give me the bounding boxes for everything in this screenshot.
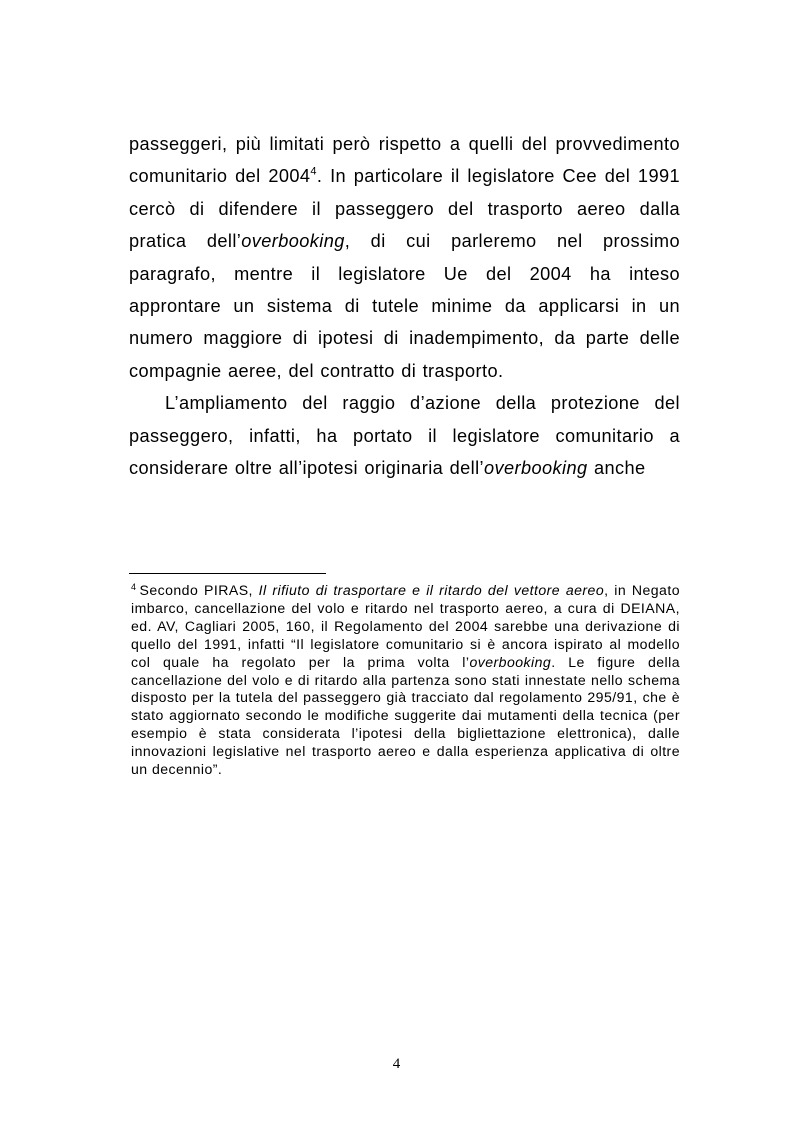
footnote-segment: . Le figure della cancellazione del volo e di ritardo alla partenza sono stati innestate nello schema disposto per la tutela del passeggero già tracciato dal regolamento 295/91, che è stato aggiornato secondo le modifiche suggerite dai mutamenti della tecnica (per esempio è stata considerata l’ipotesi della bigliettazione elettronica), dalle innovazioni legislative nel trasporto aereo e dalla esperienza applicativa di oltre un decennio”. [131, 653, 680, 778]
footnote-reference[interactable]: 4 [310, 165, 317, 178]
paragraph-2 [129, 387, 680, 484]
emphasis-overbooking: overbooking [469, 653, 552, 670]
page-number: 4 [392, 1056, 401, 1072]
emphasis-overbooking: overbooking [484, 458, 588, 479]
body-text [129, 128, 680, 484]
footnote-number: 4 [131, 582, 137, 593]
paragraph-1-text: passeggeri, più limitati però rispetto a quelli del provvedimento comunitario del 2004 [129, 134, 680, 187]
footnote-text [131, 582, 680, 779]
paragraph-1-text: . In particolare il legislatore Cee del 1991 cercò di difendere il passeggero del trasporto aereo dalla pratica dell’ [129, 166, 680, 252]
paragraph-2-text: L’ampliamento del raggio d’azione della protezione del passeggero, infatti, ha portato il legislatore comunitario a considerare oltre all’ipotesi originaria dell’ [129, 393, 680, 479]
footnote-4 [131, 582, 680, 779]
paragraph-1 [129, 128, 680, 387]
footnote-segment: Secondo PIRAS, [139, 582, 259, 598]
footnote-separator [129, 573, 326, 574]
paragraph-1-text: , di cui parleremo nel prossimo paragrafo, mentre il legislatore Ue del 2004 ha inteso approntare un sistema di tutele minime da applicarsi in un numero maggiore di ipotesi di inadempimento, da parte delle compagnie aeree, del contratto di trasporto. [129, 231, 680, 381]
footnote-cited-title: Il rifiuto di trasportare e il ritardo del vettore aereo [258, 582, 605, 598]
paragraph-2-text: anche [587, 458, 646, 479]
footnote-segment: , in Negato imbarco, cancellazione del volo e ritardo nel trasporto aereo, a cura di DEIANA, ed. AV, Cagliari 2005, 160, il Regolamento del 2004 sarebbe una derivazione di quello del 1991, infatti “Il legislatore comunitario si è ancora ispirato al modello col quale ha regolato per la prima volta l’ [131, 582, 680, 670]
emphasis-overbooking: overbooking [241, 231, 345, 252]
